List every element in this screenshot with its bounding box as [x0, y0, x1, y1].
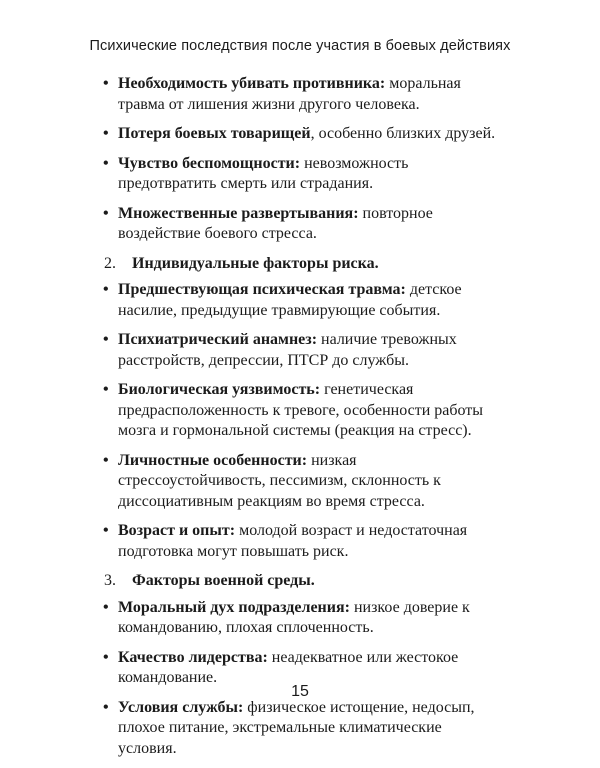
- section-heading-military-environment: [104, 571, 504, 592]
- list-item: [104, 380, 504, 442]
- military-environment-list: [104, 598, 504, 760]
- item-text: низкая стрессоустойчивость, пессимизм, склонность к диссоциативным реакциям во время стресса.: [118, 451, 441, 510]
- section-number: 3.: [104, 572, 116, 589]
- item-text: наличие тревожных расстройств, депрессии, ПТСР до службы.: [118, 331, 457, 369]
- item-term: Потеря боевых товарищей: [118, 125, 311, 142]
- item-term: Моральный дух подразделения:: [118, 598, 350, 616]
- bullet-icon: •: [103, 125, 109, 142]
- bullet-icon: •: [103, 698, 109, 716]
- item-text: детское насилие, предыдущие травмирующие события.: [118, 281, 462, 319]
- bullet-icon: •: [103, 331, 109, 348]
- item-term: Необходимость убивать противника:: [118, 75, 386, 92]
- section-number: 2.: [104, 254, 116, 272]
- item-term: Психиатрический анамнез:: [118, 331, 318, 348]
- list-item: [104, 598, 504, 639]
- section-title: Факторы военной среды.: [132, 572, 315, 589]
- item-term: Личностные особенности:: [118, 451, 308, 469]
- bullet-icon: •: [103, 598, 109, 616]
- item-text: молодой возраст и недостаточная подготовка могут повышать риск.: [118, 522, 468, 560]
- page-number: 15: [291, 683, 309, 700]
- item-term: Качество лидерства:: [118, 648, 268, 666]
- item-term: Предшествующая психическая травма:: [118, 281, 406, 298]
- item-text: неадекватное или жестокое командование.: [118, 648, 459, 686]
- list-item: [104, 74, 504, 115]
- intro-bullet-list: [104, 74, 504, 245]
- running-header: Психические последствия после участия в боевых действиях: [89, 38, 511, 54]
- item-term: Биологическая уязвимость:: [118, 381, 321, 398]
- list-item: [104, 280, 504, 321]
- list-item: [104, 451, 504, 513]
- item-text: низкое доверие к командованию, плохая сплоченность.: [118, 598, 470, 636]
- item-term: Условия службы:: [118, 698, 244, 716]
- bullet-icon: •: [103, 204, 109, 222]
- bullet-icon: •: [103, 648, 109, 666]
- section-heading-individual-factors: [104, 254, 504, 275]
- list-item: [104, 154, 504, 195]
- item-term: Множественные развертывания:: [118, 204, 359, 222]
- item-text: , особенно близких друзей.: [310, 125, 496, 142]
- bullet-icon: •: [103, 451, 109, 469]
- item-term: Чувство беспомощности:: [118, 154, 301, 172]
- individual-factors-list: [104, 280, 504, 562]
- list-item: [104, 204, 504, 245]
- item-text: повторное воздействие боевого стресса.: [118, 204, 433, 242]
- list-item: [104, 521, 504, 562]
- item-text: невозможность предотвратить смерть или страдания.: [118, 154, 409, 192]
- list-item: [104, 330, 504, 371]
- page-body: [104, 74, 504, 768]
- bullet-icon: •: [103, 522, 109, 539]
- bullet-icon: •: [103, 281, 109, 298]
- bullet-icon: •: [103, 75, 109, 92]
- item-text: физическое истощение, недосып, плохое питание, экстремальные климатические условия.: [118, 698, 475, 757]
- item-text: генетическая предрасположенность к тревоге, особенности работы мозга и гормональной системы (реакция на стресс).: [118, 381, 484, 439]
- bullet-icon: •: [103, 381, 109, 398]
- item-term: Возраст и опыт:: [118, 522, 236, 539]
- item-text: моральная травма от лишения жизни другого человека.: [118, 75, 461, 113]
- list-item: [104, 124, 504, 145]
- section-title: Индивидуальные факторы риска.: [132, 254, 379, 272]
- bullet-icon: •: [103, 154, 109, 172]
